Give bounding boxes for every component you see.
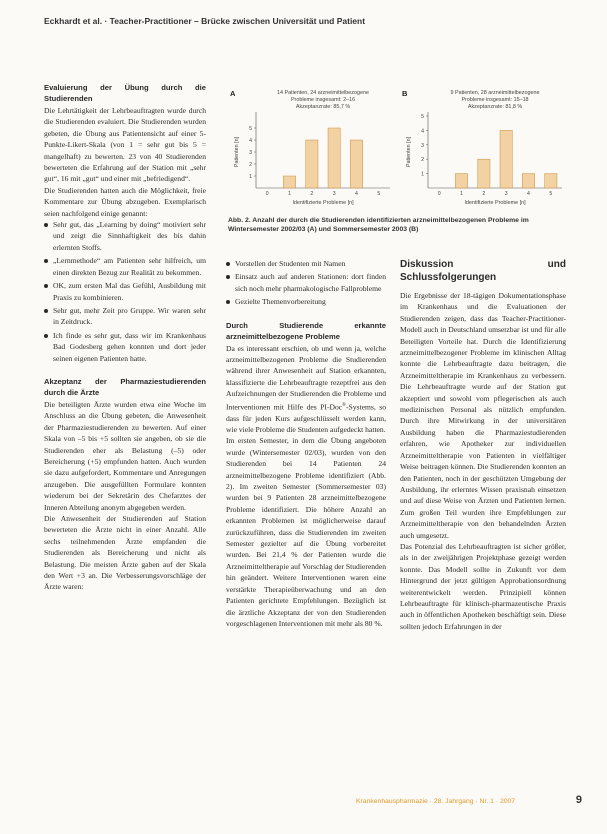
x-tick-label: 2 <box>482 191 486 197</box>
list-item: Ich finde es sehr gut, dass wir im Krankenhaus Bad Godesberg gehen konnten und dort jeder seinen eigenen Patienten hatte. <box>44 330 206 364</box>
paragraph-text: -Systems, so dass für jeden Kurs aufgeschlüsselt werden kann, wie viele Probleme die Studenten aufgedeckt hatten. <box>226 402 386 434</box>
figure-caption: Abb. 2. Anzahl der durch die Studierenden identifizierten arzneimittelbezogenen Probleme im Wintersemester 2002/03 (A) und Sommersemester 2003 (B) <box>228 217 529 233</box>
paragraph <box>226 343 386 436</box>
paragraph: Im ersten Semester, in dem die Übung angeboten wurde (Wintersemester 02/03), wurden von den Studierenden bei 14 Patienten 24 arzneimittelbezogene Probleme identifiziert (Abb. 2). Im zweiten Semester (Sommersemester 03) wurden bei 9 Patienten 28 arzneimittelbezogene Probleme identifiziert. Die höhere Anzahl an erkannten Problemen ist möglicherweise darauf zurückzuführen, dass die Studierenden im zweiten Semester gezielter auf die Übung vorbereitet wurden. Bei 21,4 % der Patienten wurde die Arzneimitteltherapie auf Vorschlag der Studierenden hin geändert. Weitere Interventionen waren eine verstärkte Therapieüberwachung und an den Patienten gerichtete Empfehlungen. Bezüglich ist die ärztliche Akzeptanz der von den Studierenden vorgeschlagenen Interventionen mit mehr als 80 %. <box>226 436 386 628</box>
column-middle <box>226 258 386 788</box>
paragraph: Die Lehrtätigkeit der Lehrbeauftragten wurde durch die Studierenden evaluiert. Die Studierenden wurden gebeten, die Übung aus Patientensicht auf einer 5-Punkte-Likert-Skala (von 1 = sehr gut bis 5 = mangelhaft) zu bewerten. 23 von 40 Studierenden bewerteten die Erfahrung auf der Station mit „sehr gut“, 16 mit „gut“ und einer mit „befriedigend“. <box>44 106 206 184</box>
chart-annotation: Probleme insgesamt: 2–16 <box>290 97 356 103</box>
y-tick-label: 1 <box>249 174 252 180</box>
x-axis-label: Identifizierte Probleme [n] <box>464 200 526 206</box>
bar <box>478 159 490 188</box>
x-tick-label: 3 <box>504 191 508 197</box>
list-item: „Lernmethode“ am Patienten sehr hilfreich, um einen direkten Bezug zur Realität zu bekommen. <box>44 255 206 278</box>
x-tick-label: 0 <box>265 191 269 197</box>
section-heading-problems: Durch Studierende erkannte arzneimittelbezogene Probleme <box>226 320 386 341</box>
bar <box>283 176 295 188</box>
column-right <box>400 258 566 788</box>
list-item: Einsatz auch auf anderen Stationen: dort finden sich noch mehr pharmakologische Fallprobleme <box>226 271 386 294</box>
x-axis-label: Identifizierte Probleme [n] <box>292 200 354 206</box>
y-tick-label: 3 <box>249 150 252 156</box>
x-tick-label: 1 <box>460 191 463 197</box>
bar <box>455 174 467 188</box>
y-tick-label: 2 <box>249 162 252 168</box>
chart-panel-b <box>400 88 570 213</box>
y-tick-label: 5 <box>249 126 252 132</box>
section-heading-discussion: Diskussion und Schlussfolgerungen <box>400 259 566 283</box>
chart-annotation: Akzeptanzrate: 85,7 % <box>295 104 351 110</box>
list-item: Gezielte Themenvorbereitung <box>226 296 386 307</box>
page-footer <box>356 794 586 806</box>
y-axis-label: Patienten [n] <box>406 136 412 168</box>
bullet-list-suggestions <box>226 258 386 308</box>
y-tick-label: 3 <box>421 142 424 149</box>
paragraph: Die Ergebnisse der 18-tägigen Dokumentationsphase im Krankenhaus und die Evaluationen der Studierenden zeigen, dass das Teacher-Practitioner-Modell auch in Deutschland umsetzbar ist und für alle Beteiligten Vorteile hat. Durch die Identifizierung arzneimittelbezogener Probleme im klinischen Alltag konnte die Lehrbeauftragte dazu beitragen, die Arzneimitteltherapie im Krankenhaus zu verbessern. Die Lehrbeauftragte wurde auf der Station gut akzeptiert und sowohl vom pflegerischen als auch medizinischen Personal als nützlich empfunden. Durch ihre Mitwirkung in der universitären Ausbildung haben die Pharmaziestudierenden erfahren, wie Apotheker zur individuellen Arzneimitteltherapie von Patienten in vielfältiger Weise beitragen können. Die Studierenden konnten an den Patienten, noch in der geschützten Umgebung der Ausbildung, ihr erlerntes Wissen praxisnah einsetzen und auf diese Weise von Ärzten und Patienten lernen. Zum großen Teil wurden ihre Empfehlungen zur Arzneimitteltherapie von den behandelnden Ärzten auch umgesetzt. <box>400 291 566 540</box>
chart-annotation: Probleme insgesamt: 15–18 <box>461 97 529 103</box>
panel-label: A <box>230 89 236 98</box>
paragraph: Die Studierenden hatten auch die Möglichkeit, freie Kommentare zur Übung abzugeben. Exemplarisch seien nachfolgend einige genannt: <box>44 185 206 218</box>
x-tick-label: 4 <box>355 191 358 197</box>
bar-chart-a <box>228 88 398 213</box>
y-tick-label: 4 <box>249 138 252 144</box>
bar <box>522 174 534 188</box>
y-tick-label: 5 <box>421 114 424 120</box>
paragraph: Die Anwesenheit der Studierenden auf Station bewerteten die Ärzte nicht in einer Anzahl. Alle sechs teilnehmenden Ärzte empfanden die Studierenden als Bereicherung und nicht als Belastung. Die meisten Ärzte gaben auf der Skala den Wert +3 an. Die Verbesserungsvorschläge der Ärzte waren: <box>44 514 206 592</box>
x-tick-label: 5 <box>377 191 381 197</box>
list-item: Vorstellen der Studenten mit Namen <box>226 258 386 269</box>
journal-info: Krankenhauspharmazie · 28. Jahrgang · Nr. 1 · 2007 <box>356 798 516 805</box>
y-axis-label: Patienten [n] <box>234 136 240 168</box>
x-tick-label: 3 <box>332 191 336 197</box>
list-item: Sehr gut, mehr Zeit pro Gruppe. Wir waren sehr in Zeitdruck. <box>44 305 206 328</box>
list-item: Sehr gut, das „Learning by doing“ motiviert sehr und zeigt die Sinnhaftigkeit des bis dahin erlernten Stoffs. <box>44 219 206 253</box>
chart-panel-a <box>228 88 398 213</box>
section-heading-evaluation: Evaluierung der Übung durch die Studierenden <box>44 83 206 103</box>
page-number: 9 <box>575 794 582 806</box>
x-tick-label: 5 <box>549 191 553 197</box>
x-tick-label: 4 <box>527 191 530 197</box>
x-tick-label: 1 <box>288 191 291 197</box>
column-left <box>44 82 206 782</box>
superscript: ® <box>342 402 346 408</box>
bar <box>306 140 318 188</box>
bar-chart-b <box>400 88 570 213</box>
y-tick-label: 2 <box>421 157 424 164</box>
list-item: OK, zum ersten Mal das Gefühl, Ausbildung mit Praxis zu kombinieren. <box>44 280 206 303</box>
chart-annotation: Akzeptanzrate: 81,8 % <box>467 104 523 110</box>
bar <box>350 140 362 188</box>
bar <box>500 130 512 188</box>
y-tick-label: 1 <box>421 171 424 178</box>
chart-annotation: 9 Patienten, 28 arzneimittelbezogene <box>450 90 540 96</box>
bullet-list-comments <box>44 219 206 364</box>
running-header: Eckhardt et al. · Teacher-Practitioner – Brücke zwischen Universität und Patient <box>44 16 366 26</box>
chart-annotation: 14 Patienten, 24 arzneimittelbezogene <box>276 90 370 96</box>
x-tick-label: 2 <box>310 191 314 197</box>
paragraph: Die beteiligten Ärzte wurden etwa eine Woche im Anschluss an die Übung gebeten, die Anwesenheit der Pharmaziestudierenden zu bewerten. Auf einer Skala von –5 bis +5 sollten sie angeben, ob sie die Studierenden eher als Belastung (–5) oder Bereicherung (+5) empfunden hatten. Auch wurden sie dazu aufgefordert, Kommentare und Anregungen anzugeben. Die ausgefüllten Formulare konnten wiederum bei der Sekretärin des Chefarztes der Inneren Abteilung anonym abgegeben werden. <box>44 399 206 512</box>
panel-label: B <box>402 89 408 98</box>
bar <box>328 128 340 188</box>
x-tick-label: 0 <box>437 191 441 197</box>
paragraph: Das Potenzial des Lehrbeauftragten ist sicher größer, als in der zweijährigen Projektphase gezeigt werden konnte. Das Modell sollte in Zukunft vor dem Hintergrund der jetzt gültigen Approbationsordnung weiterentwickelt werden. Prinzipiell können Lehrbeauftragte für klinisch-pharmazeutische Praxis auch in öffentlichen Apotheken beschäftigt sein. Diese sollten jedoch Erfahrungen in der <box>400 541 566 631</box>
section-heading-acceptance: Akzeptanz der Pharmaziestudierenden durch die Ärzte <box>44 376 206 397</box>
paragraph-text: Da es interessant erschien, ob und wenn ja, welche arzneimittelbezogenen Probleme die Studierenden während ihrer Anwesenheit auf Station erkannten, klassifizierte die Lehrbeauftragte rezeptfrei aus den Aufzeichnungen der Studierenden die Probleme und Interventionen mit Hilfe des PI-Doc <box>226 343 386 412</box>
bar <box>545 174 557 188</box>
y-tick-label: 4 <box>421 128 424 135</box>
